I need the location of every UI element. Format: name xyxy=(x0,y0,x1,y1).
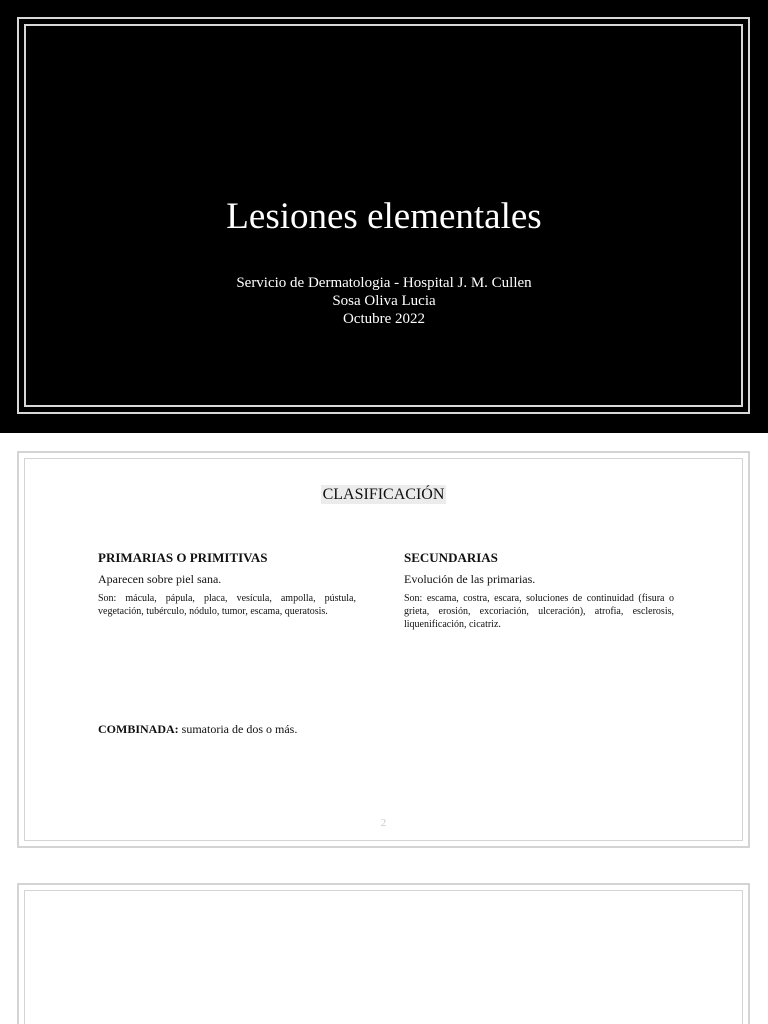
combined-lesions xyxy=(98,722,297,737)
slide-heading xyxy=(19,486,748,504)
primary-lead: Aparecen sobre piel sana. xyxy=(98,572,222,586)
page-number: 2 xyxy=(380,817,387,829)
slide-heading-text: CLASIFICACIÓN xyxy=(322,486,445,503)
subtitle-date: Octubre 2022 xyxy=(342,311,426,327)
subtitle-department: Servicio de Dermatologia - Hospital J. M. Cullen xyxy=(236,275,532,291)
next-slide-partial xyxy=(17,883,750,1024)
title-slide xyxy=(0,0,768,433)
combined-label: COMBINADA: xyxy=(98,722,179,736)
combined-text: sumatoria de dos o más. xyxy=(178,722,298,736)
secondary-lesions-column xyxy=(404,550,674,631)
secondary-lead: Evolución de las primarias. xyxy=(404,572,536,586)
slide-frame-inner xyxy=(24,890,743,1024)
subtitle-author: Sosa Oliva Lucia xyxy=(332,293,436,309)
presentation-title: Lesiones elementales xyxy=(226,196,542,237)
presentation-subtitle xyxy=(0,274,768,328)
secondary-body: Son: escama, costra, escara, soluciones de continuidad (fisura o grieta, erosión, excoriación, ulceración), atrofia, esclerosis, liquenificación, cicatriz. xyxy=(404,593,674,630)
secondary-title: SECUNDARIAS xyxy=(404,550,498,565)
slide-frame-inner xyxy=(24,458,743,841)
primary-body: Son: mácula, pápula, placa, vesícula, ampolla, pústula, vegetación, tubérculo, nódulo, tumor, escama, queratosis. xyxy=(98,593,356,617)
classification-slide xyxy=(17,451,750,848)
primary-title: PRIMARIAS O PRIMITIVAS xyxy=(98,550,268,565)
primary-lesions-column xyxy=(98,550,356,618)
